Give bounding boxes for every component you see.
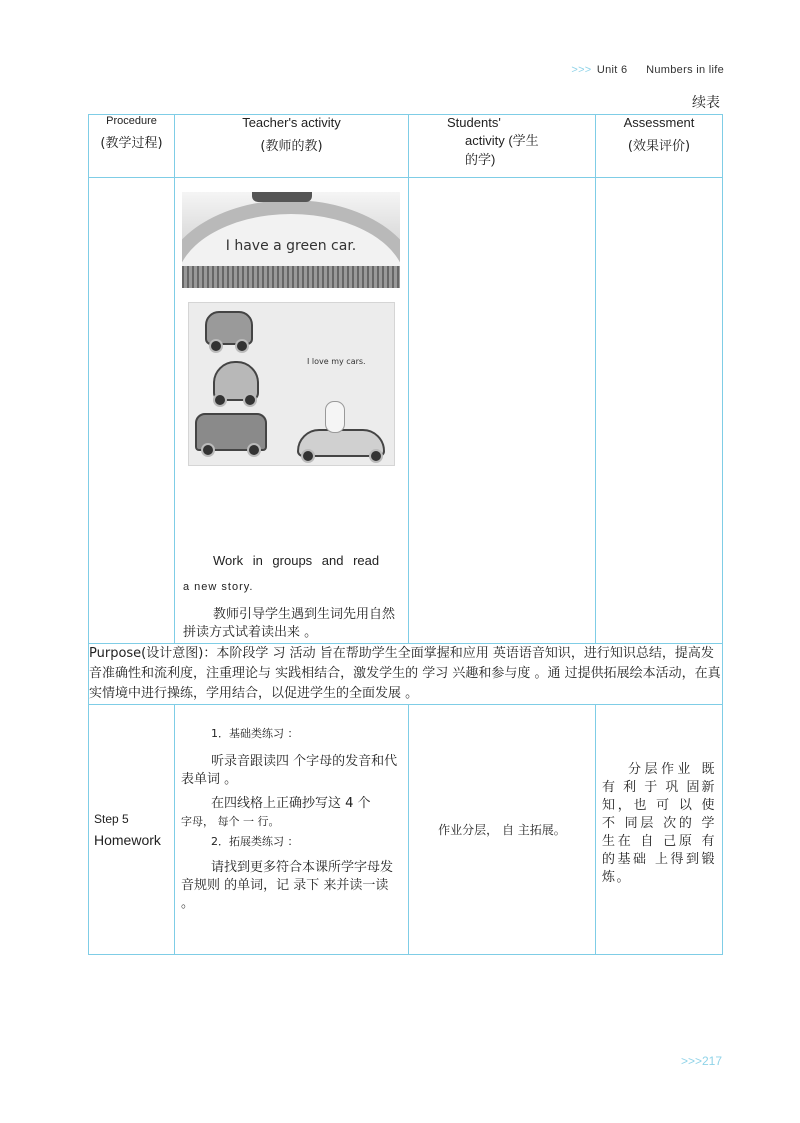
lesson-procedure-table <box>88 114 723 955</box>
procedure-en: Procedure <box>106 115 157 127</box>
assessment-text: 分层作业 既有 利 于 巩 固新知，也 可 以 使不 同层 次的 学生在 自 己原 有的基础 上得到锻炼。 <box>602 762 716 885</box>
step-cell <box>89 705 175 955</box>
homework-teacher-cell <box>175 705 409 955</box>
story-students-cell <box>409 178 596 644</box>
cars-illustration <box>188 302 395 466</box>
teacher-zh: (教师的教) <box>260 139 323 154</box>
hw-item2-text: 请找到更多符合本课所学字母发音规则 的单词，记 录下 来并读一读 。 <box>181 860 394 911</box>
illustration-caption-1: I have a green car. <box>225 238 357 254</box>
page-number: >>>217 <box>680 1054 722 1068</box>
students-line1: Students' <box>447 115 501 130</box>
header-teacher <box>175 115 409 178</box>
homework-students-cell: 作业分层， 自 主拓展。 <box>409 705 596 955</box>
story-teacher-cell <box>175 178 409 644</box>
students-line2: activity (学生 <box>465 133 539 148</box>
hw-item1-text2: 在四线格上正确抄写这 4 个 <box>211 796 371 811</box>
hw-item1-title: 1．基础类练习 ： <box>211 727 299 740</box>
assessment-en: Assessment <box>623 115 695 130</box>
homework-assessment-cell <box>596 705 723 955</box>
story-assessment-cell <box>596 178 723 644</box>
step-name: Homework <box>94 831 161 848</box>
students-line3: 的学) <box>465 152 496 167</box>
assessment-zh: (效果评价) <box>627 139 691 154</box>
header-procedure <box>89 115 175 178</box>
illustration-caption-2: I love my cars. <box>307 357 366 366</box>
unit-title: Numbers in life <box>646 64 724 76</box>
task-text-en-1: Work in groups and read <box>213 553 380 568</box>
header-students <box>409 115 596 178</box>
header-arrows: >>> <box>571 64 592 76</box>
unit-label: Unit 6 <box>596 64 628 76</box>
table-header-row <box>89 115 723 178</box>
hw-item1-text3: 字母， 每个 一 行。 <box>181 815 280 828</box>
homework-row <box>89 705 723 955</box>
hw-item2-title: 2．拓展类练习 ： <box>211 835 299 848</box>
task-text-en-2: a new story. <box>183 581 254 593</box>
purpose-row <box>89 644 723 705</box>
teacher-en: Teacher's activity <box>242 115 341 130</box>
story-row <box>89 178 723 644</box>
procedure-zh: (教学过程) <box>100 136 163 151</box>
running-header <box>571 64 724 76</box>
story-procedure-cell <box>89 178 175 644</box>
step-label: Step 5 <box>94 811 129 826</box>
continued-label: 续表 <box>692 95 720 111</box>
green-car-illustration <box>182 192 400 288</box>
task-text-zh: 教师引导学生遇到生词先用自然拼读方式试着读出来 。 <box>183 607 396 640</box>
header-assessment <box>596 115 723 178</box>
purpose-text: Purpose(设计意图)：本阶段学 习 活动 旨在帮助学生全面掌握和应用 英语语音知识，进行知识总结，提高发音准确性和流利度，注重理论与 实践相结合，激发学生的 学习 兴趣和参与度 。通 过提供拓展绘本活动，在真实情境中进行操练，学用结合，以促进学生的全面发展 。 <box>89 644 723 705</box>
hw-item1-text: 听录音跟读四 个字母的发音和代表单词 。 <box>181 754 398 787</box>
